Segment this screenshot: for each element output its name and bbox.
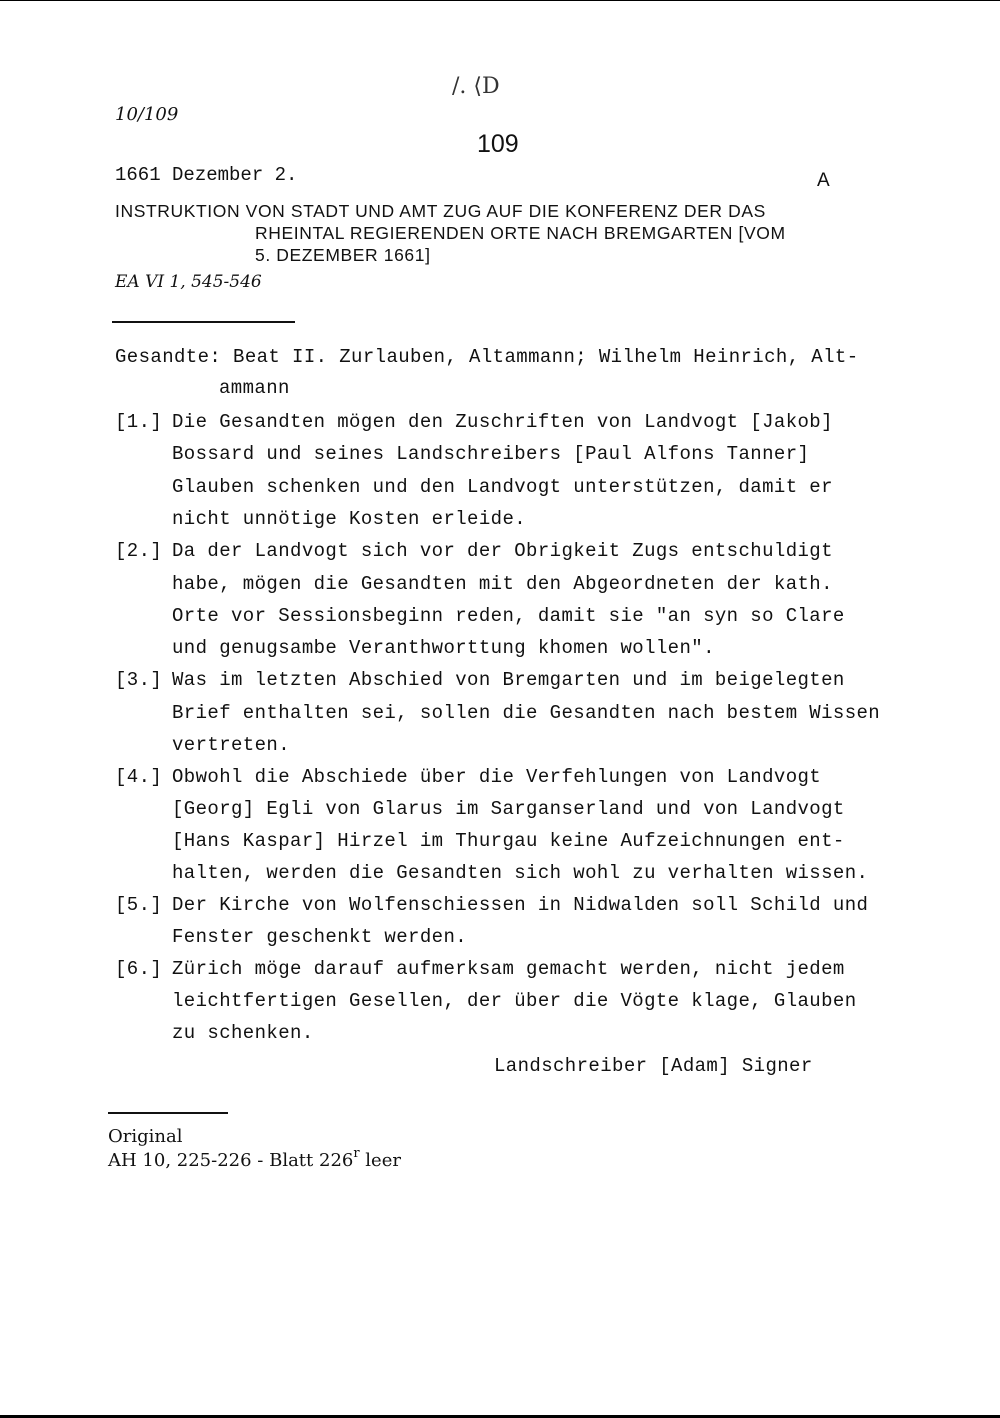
item-number: [5.] <box>115 894 163 916</box>
footer-suffix: leer <box>359 1150 401 1171</box>
item-line: Die Gesandten mögen den Zuschriften von Landvogt [Jakob] <box>172 411 833 433</box>
item-line: Obwohl die Abschiede über die Verfehlungen von Landvogt <box>172 766 822 788</box>
item-line: und genugsambe Veranthworttung khomen wollen". <box>172 637 715 659</box>
title-line: INSTRUKTION VON STADT UND AMT ZUG AUF DIE KONFERENZ DER DAS <box>115 201 766 221</box>
item-line: Brief enthalten sei, sollen die Gesandten nach bestem Wissen <box>172 702 881 724</box>
handwritten-mark: /. ⟨D <box>452 74 500 99</box>
item-line: nicht unnötige Kosten erleide. <box>172 508 527 530</box>
scan-top-border <box>0 0 1000 1</box>
item-line: halten, werden die Gesandten sich wohl zu verhalten wissen. <box>172 862 869 884</box>
item-line: [Georg] Egli von Glarus im Sarganserland und von Landvogt <box>172 798 845 820</box>
footnote-rule <box>108 1112 228 1114</box>
item-line: Der Kirche von Wolfenschiessen in Nidwalden soll Schild und <box>172 894 869 916</box>
item-number: [3.] <box>115 669 163 691</box>
page-number: 109 <box>477 130 519 158</box>
item-line: zu schenken. <box>172 1022 314 1044</box>
item-line: Was im letzten Abschied von Bremgarten und im beigelegten <box>172 669 845 691</box>
separator-rule <box>112 321 295 323</box>
source-reference: EA VI 1, 545-546 <box>115 272 262 292</box>
item-line: leichtfertigen Gesellen, der über die Vögte klage, Glauben <box>172 990 857 1012</box>
document-letter: A <box>817 170 830 191</box>
item-number: [6.] <box>115 958 163 980</box>
reference-number: 10/109 <box>115 104 179 125</box>
envoys-line: ammann <box>219 377 290 399</box>
document-date: 1661 Dezember 2. <box>115 164 298 186</box>
envoys-line: Gesandte: Beat II. Zurlauben, Altammann; Wilhelm Heinrich, Alt- <box>115 346 859 368</box>
title-line: RHEINTAL REGIERENDEN ORTE NACH BREMGARTEN [VOM <box>255 223 786 243</box>
footer-superscript: r <box>353 1146 360 1161</box>
signature: Landschreiber [Adam] Signer <box>494 1055 813 1077</box>
footer-line: Original <box>108 1126 183 1147</box>
item-number: [1.] <box>115 411 163 433</box>
item-line: [Hans Kaspar] Hirzel im Thurgau keine Aufzeichnungen ent- <box>172 830 845 852</box>
item-number: [2.] <box>115 540 163 562</box>
item-line: habe, mögen die Gesandten mit den Abgeordneten der kath. <box>172 573 833 595</box>
footer-archive-ref: AH 10, 225-226 - Blatt 226 <box>108 1150 354 1171</box>
item-number: [4.] <box>115 766 163 788</box>
footer-line <box>108 1146 401 1171</box>
item-line: Glauben schenken und den Landvogt unterstützen, damit er <box>172 476 833 498</box>
item-line: Fenster geschenkt werden. <box>172 926 468 948</box>
item-line: Bossard und seines Landschreibers [Paul Alfons Tanner] <box>172 443 810 465</box>
title-line: 5. DEZEMBER 1661] <box>255 245 431 265</box>
item-line: vertreten. <box>172 734 291 756</box>
item-line: Orte vor Sessionsbeginn reden, damit sie "an syn so Clare <box>172 605 845 627</box>
item-line: Zürich möge darauf aufmerksam gemacht werden, nicht jedem <box>172 958 845 980</box>
item-line: Da der Landvogt sich vor der Obrigkeit Zugs entschuldigt <box>172 540 833 562</box>
